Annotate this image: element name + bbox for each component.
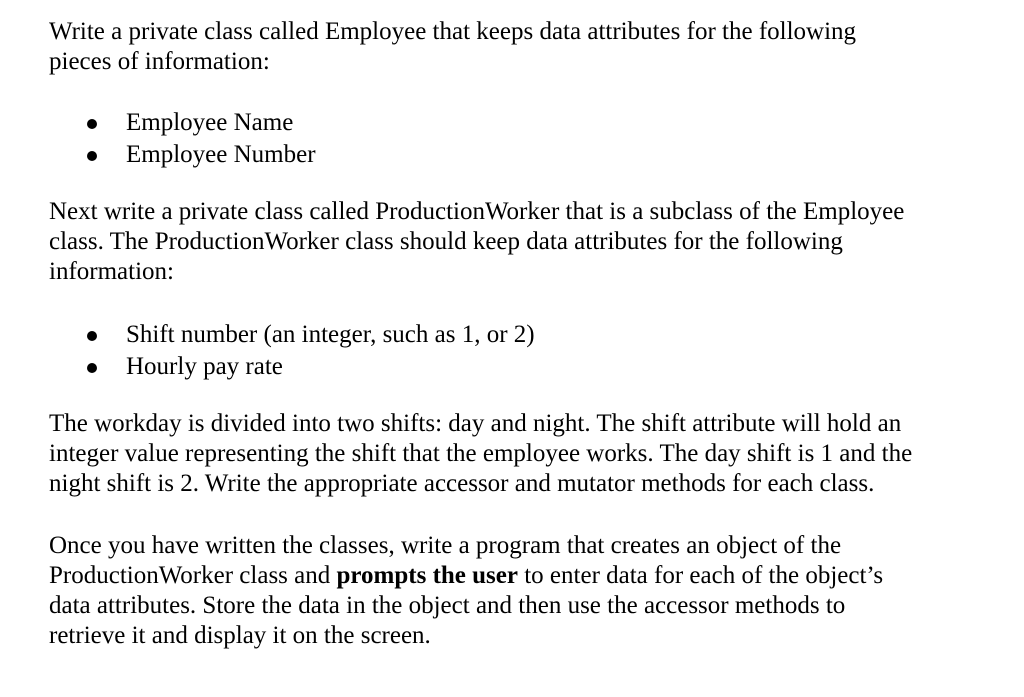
- paragraph-program-instructions: [49, 531, 919, 651]
- instructions-text-end: to enter data for each of the object’s data attributes. Store the data in the object and then use the accessor methods to retrieve it and display it on the screen.: [49, 562, 884, 649]
- paragraph-shifts: The workday is divided into two shifts: day and night. The shift attribute will hold an integer value representing the shift that the employee works. The day shift is 1 and the night shift is 2. Write the appropriate accessor and mutator methods for each class.: [49, 410, 913, 497]
- list-item-text: Shift number (an integer, such as 1, or 2): [126, 321, 535, 348]
- list-item: [49, 351, 1024, 383]
- spacer: [49, 77, 1024, 107]
- list-item-text: Employee Name: [126, 109, 294, 136]
- instructions-text-start: Once you have written the classes, write a program that creates an object of the ProductionWorker class and: [49, 532, 842, 589]
- paragraph-productionworker-class: Next write a private class called ProductionWorker that is a subclass of the Employee class. The ProductionWorker class should keep data attributes for the following information:: [49, 198, 905, 285]
- productionworker-attributes-list: [49, 319, 1024, 383]
- bullet-icon: [87, 331, 97, 341]
- list-item: [49, 319, 1024, 351]
- employee-attributes-list: [49, 107, 1024, 171]
- spacer: [49, 171, 1024, 197]
- bullet-icon: [87, 119, 97, 129]
- bullet-icon: [87, 363, 97, 373]
- list-item-text: Employee Number: [126, 141, 316, 168]
- paragraph-employee-class: Write a private class called Employee that keeps data attributes for the following pieces of information:: [49, 18, 857, 75]
- list-item: [49, 107, 1024, 139]
- instructions-bold-text: prompts the user: [336, 562, 518, 589]
- spacer: [49, 287, 1024, 319]
- bullet-icon: [87, 151, 97, 161]
- spacer: [49, 499, 1024, 531]
- list-item: [49, 139, 1024, 171]
- list-item-text: Hourly pay rate: [126, 353, 283, 380]
- spacer: [49, 383, 1024, 409]
